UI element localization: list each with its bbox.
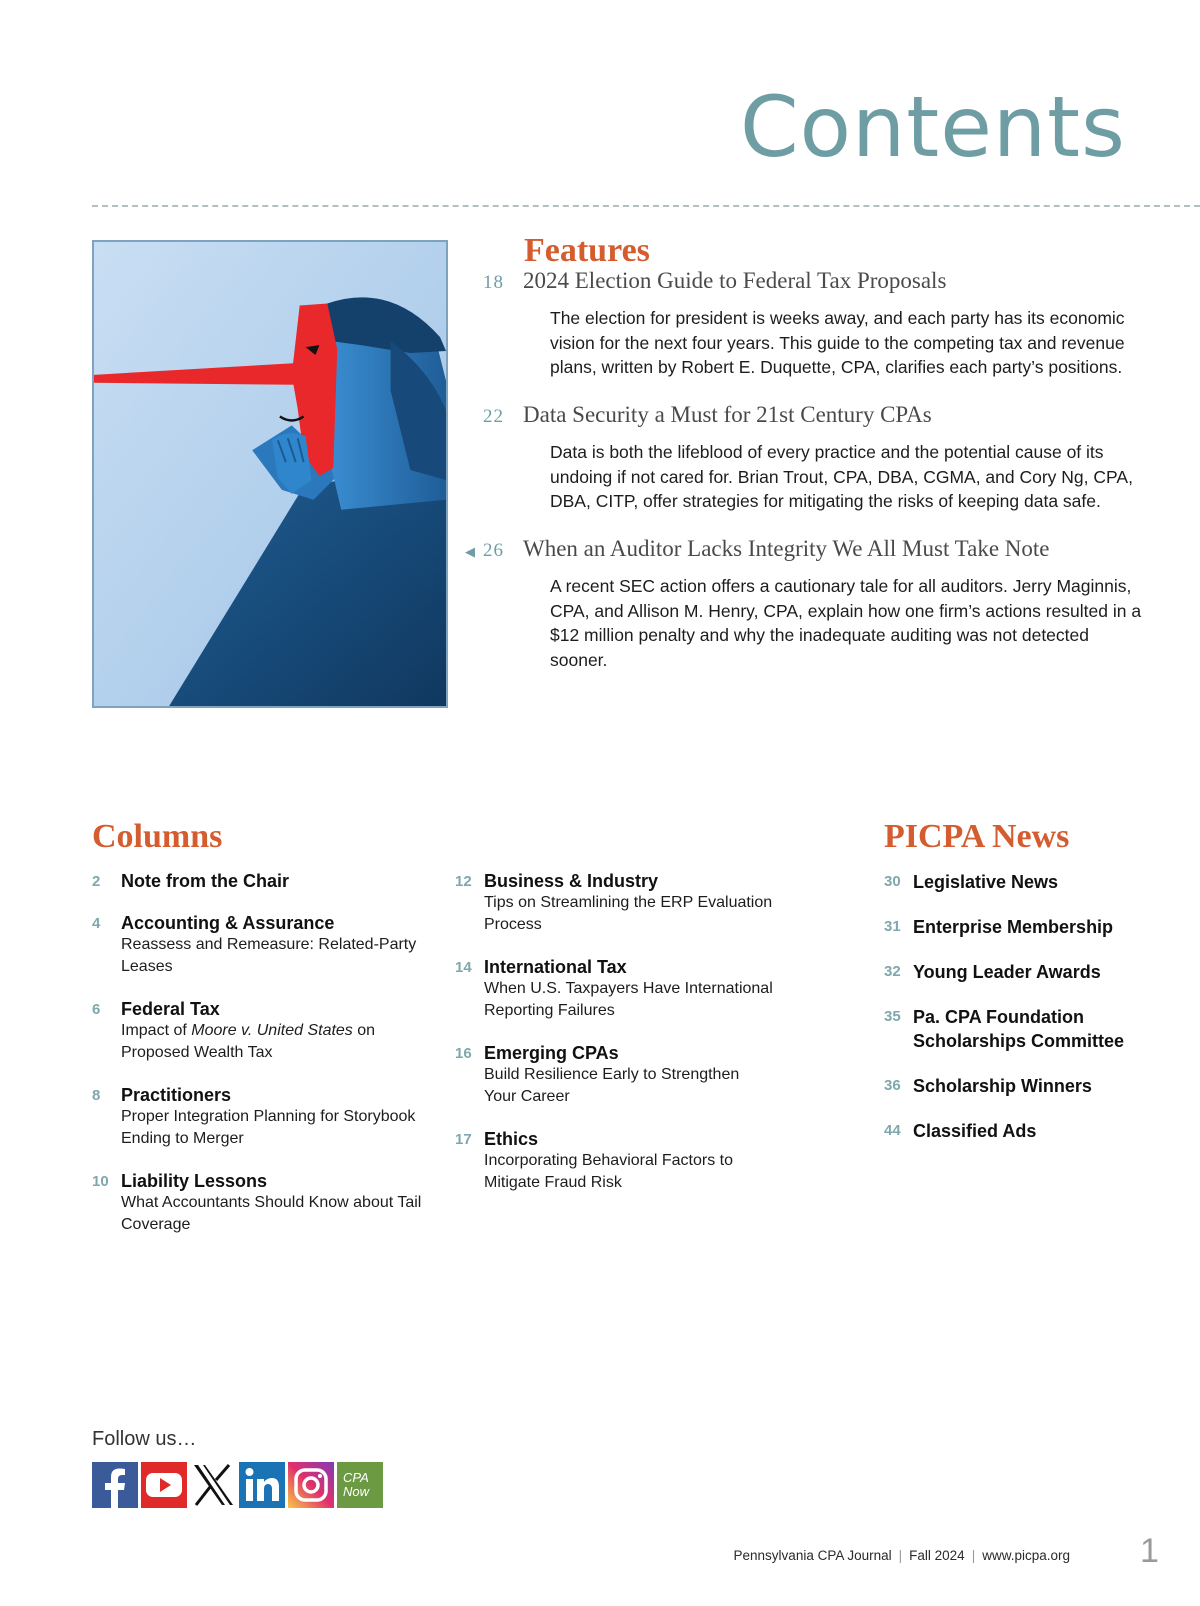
journal-name: Pennsylvania CPA Journal	[733, 1548, 892, 1563]
column-description-text: Impact of	[121, 1022, 192, 1039]
column-description-text: on Proposed Wealth Tax	[121, 1022, 376, 1061]
column-title[interactable]: Accounting & Assurance	[121, 913, 335, 933]
feature-item[interactable]	[465, 268, 1145, 380]
instagram-icon[interactable]	[288, 1462, 334, 1508]
news-title[interactable]: Legislative News	[913, 872, 1059, 892]
feature-title[interactable]: 2024 Election Guide to Federal Tax Proposals	[523, 268, 947, 293]
column-description: Build Resilience Early to Strengthen Your Career	[484, 1066, 740, 1105]
feature-title[interactable]: When an Auditor Lacks Integrity We All Must Take Note	[523, 536, 1050, 561]
column-page-number: 14	[455, 959, 472, 976]
picpa-news-heading: PICPA News	[884, 818, 1070, 855]
column-title[interactable]: Note from the Chair	[121, 871, 290, 891]
title-divider	[92, 205, 1200, 207]
facebook-icon[interactable]	[92, 1462, 138, 1508]
page-number: 1	[1140, 1532, 1159, 1570]
column-title[interactable]: Business & Industry	[484, 871, 659, 891]
case-name: Moore v. United States	[191, 1022, 353, 1039]
footer-separator: |	[898, 1548, 903, 1563]
cpa-now-icon[interactable]	[337, 1462, 383, 1508]
column-item[interactable]	[455, 870, 775, 936]
x-icon[interactable]	[190, 1462, 236, 1508]
feature-illustration	[92, 240, 448, 708]
column-title[interactable]: Emerging CPAs	[484, 1043, 619, 1063]
news-item[interactable]	[884, 1005, 1154, 1053]
feature-page-number: 22	[483, 406, 504, 427]
news-page-number: 32	[884, 963, 901, 980]
column-description: When U.S. Taxpayers Have International Reporting Failures	[484, 980, 773, 1019]
feature-item[interactable]	[465, 536, 1145, 672]
social-links	[92, 1462, 383, 1508]
feature-description: The election for president is weeks away, and each party has its economic vision for the next four years. This guide to the competing tax and revenue plans, written by Robert E. Duquette, CPA, clarifies each party’s positions.	[550, 308, 1125, 377]
column-item[interactable]	[92, 998, 432, 1064]
feature-description: A recent SEC action offers a cautionary tale for all auditors. Jerry Maginnis, CPA, and Allison M. Henry, CPA, explain how one firm’s actions resulted in a $12 million penalty and why the inadequate auditing was not detected sooner.	[550, 576, 1142, 670]
news-title[interactable]: Enterprise Membership	[913, 917, 1114, 937]
news-title[interactable]: Pa. CPA Foundation Scholarships Committee	[913, 1007, 1125, 1051]
cpa-now-line1: CPA	[343, 1470, 369, 1485]
column-item[interactable]	[92, 912, 432, 978]
arrow-left-icon: ◀	[465, 544, 475, 559]
column-description: Tips on Streamlining the ERP Evaluation Process	[484, 894, 773, 933]
issue-label: Fall 2024	[909, 1548, 965, 1563]
columns-list-middle	[455, 870, 775, 1214]
feature-title[interactable]: Data Security a Must for 21st Century CPAs	[523, 402, 932, 427]
column-page-number: 17	[455, 1131, 472, 1148]
column-item[interactable]	[92, 870, 432, 892]
feature-item[interactable]	[465, 402, 1145, 514]
liar-nose-illustration	[94, 242, 446, 706]
column-item[interactable]	[92, 1170, 432, 1236]
feature-page-number: 18	[483, 272, 504, 293]
column-item[interactable]	[455, 1042, 775, 1108]
linkedin-icon[interactable]	[239, 1462, 285, 1508]
column-page-number: 8	[92, 1087, 101, 1104]
news-title[interactable]: Classified Ads	[913, 1121, 1037, 1141]
column-page-number: 4	[92, 915, 101, 932]
column-title[interactable]: Practitioners	[121, 1085, 232, 1105]
column-item[interactable]	[455, 1128, 775, 1194]
column-title[interactable]: Liability Lessons	[121, 1171, 268, 1191]
news-item[interactable]	[884, 960, 1154, 984]
news-title[interactable]: Young Leader Awards	[913, 962, 1101, 982]
news-page-number: 30	[884, 873, 901, 890]
news-page-number: 35	[884, 1008, 901, 1025]
news-page-number: 44	[884, 1122, 901, 1139]
news-page-number: 31	[884, 918, 901, 935]
page-title: Contents	[740, 78, 1126, 176]
column-page-number: 6	[92, 1001, 101, 1018]
column-title[interactable]: Ethics	[484, 1129, 539, 1149]
column-description: What Accountants Should Know about Tail Coverage	[121, 1194, 422, 1233]
column-title[interactable]: International Tax	[484, 957, 627, 977]
picpa-news-list	[884, 870, 1154, 1164]
column-description: Proper Integration Planning for Storybook Ending to Merger	[121, 1108, 416, 1147]
follow-us-label: Follow us…	[92, 1428, 197, 1450]
column-title[interactable]: Federal Tax	[121, 999, 220, 1019]
columns-heading: Columns	[92, 818, 223, 855]
column-page-number: 16	[455, 1045, 472, 1062]
website-link[interactable]: www.picpa.org	[982, 1548, 1070, 1563]
news-page-number: 36	[884, 1077, 901, 1094]
feature-description: Data is both the lifeblood of every practice and the potential cause of its undoing if not cared for. Brian Trout, CPA, DBA, CGMA, and Cory Ng, CPA, DBA, CITP, offer strategies for mitigating the risks of keeping data safe.	[550, 442, 1133, 511]
column-page-number: 2	[92, 873, 101, 890]
news-title[interactable]: Scholarship Winners	[913, 1076, 1092, 1096]
column-item[interactable]	[455, 956, 775, 1022]
news-item[interactable]	[884, 870, 1154, 894]
column-description: Incorporating Behavioral Factors to Mitigate Fraud Risk	[484, 1152, 734, 1191]
cpa-now-line2: Now	[343, 1484, 370, 1499]
news-item[interactable]	[884, 1119, 1154, 1143]
feature-page-number: 26	[483, 540, 504, 561]
column-page-number: 10	[92, 1173, 109, 1190]
column-description: Reassess and Remeasure: Related-Party Leases	[121, 936, 417, 975]
footer-separator: |	[971, 1548, 976, 1563]
column-item[interactable]	[92, 1084, 432, 1150]
page-footer	[734, 1548, 1070, 1563]
features-heading: Features	[524, 232, 650, 269]
news-item[interactable]	[884, 1074, 1154, 1098]
news-item[interactable]	[884, 915, 1154, 939]
column-description	[121, 1020, 432, 1064]
column-page-number: 12	[455, 873, 472, 890]
youtube-icon[interactable]	[141, 1462, 187, 1508]
columns-list-left	[92, 870, 432, 1256]
